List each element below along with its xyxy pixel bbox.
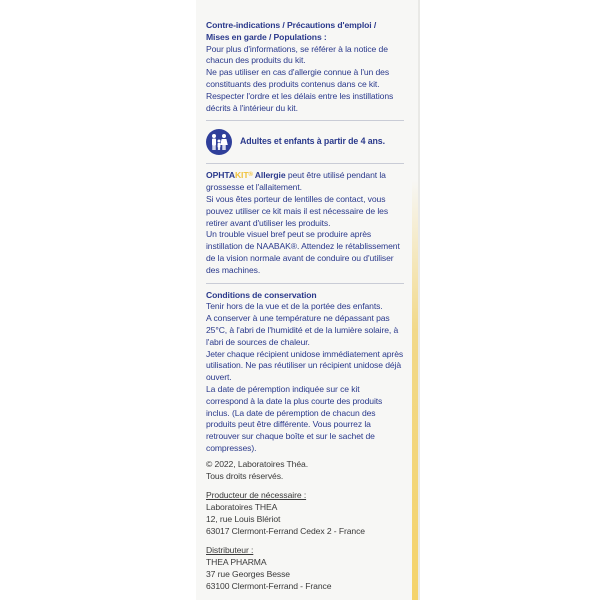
usage-line: instillation de NAABAK®. Attendez le rétablissement	[206, 241, 400, 252]
contra-line: constituants des produits contenus dans ce kit.	[206, 78, 380, 89]
age-indication	[206, 127, 404, 157]
storage-line: inclus. (La date de péremption de chacun des	[206, 407, 376, 418]
storage-line: retrouver sur chaque boîte et sur le sachet de	[206, 431, 375, 442]
divider	[206, 120, 404, 121]
brand-kit: KIT	[234, 170, 249, 181]
divider	[206, 283, 404, 284]
usage-line: grossesse et l'allaitement.	[206, 182, 302, 193]
storage-line: produits peut être différente. Vous pourrez la	[206, 419, 371, 430]
storage-line: correspond à la date la plus courte des produits	[206, 395, 383, 406]
contra-line: chacun des produits du kit.	[206, 55, 306, 66]
contra-line: Ne pas utiliser en cas d'allergie connue à l'un des	[206, 67, 390, 78]
usage-line: Un trouble visuel bref peut se produire après	[206, 229, 372, 240]
leaflet-text	[206, 20, 404, 593]
usage-line: des machines.	[206, 264, 261, 275]
storage-line: A conserver à une température ne dépassant pas	[206, 313, 390, 324]
storage-line: Jeter chaque récipient unidose immédiatement après	[206, 348, 404, 359]
divider	[206, 163, 404, 164]
copyright-line: © 2022, Laboratoires Théa.	[206, 458, 308, 469]
usage-line: Si vous êtes porteur de lentilles de contact, vous	[206, 193, 386, 204]
contraindications-section	[206, 20, 404, 114]
distributor-line: 63100 Clermont-Ferrand - France	[206, 580, 332, 591]
distributor-section	[206, 545, 404, 592]
usage-line: de la vision normale avant de conduire ou d'utiliser	[206, 252, 394, 263]
storage-line: 25°C, à l'abri de l'humidité et de la lumière solaire, à	[206, 324, 399, 335]
storage-line: Tenir hors de la vue et de la portée des enfants.	[206, 301, 383, 312]
usage-line: pouvez utiliser ce kit mais il est nécessaire de les	[206, 205, 389, 216]
copyright-line: Tous droits réservés.	[206, 470, 284, 481]
copyright	[206, 459, 404, 483]
producer-section	[206, 490, 404, 537]
producer-line: 12, rue Louis Blériot	[206, 513, 281, 524]
contraindications-heading-1: Contre-indications / Précautions d'emploi /	[206, 20, 377, 30]
usage-first-line	[206, 170, 404, 182]
contra-line: décrits à l'intérieur du kit.	[206, 102, 298, 113]
box-edge-shadow	[418, 0, 420, 600]
distributor-line: THEA PHARMA	[206, 557, 267, 568]
package-panel	[196, 0, 412, 600]
storage-line: l'abri de sources de chaleur.	[206, 336, 310, 347]
family-icon	[206, 129, 232, 155]
storage-line: La date de péremption indiquée sur ce kit	[206, 383, 360, 394]
contra-line: Respecter l'ordre et les délais entre les instillations	[206, 90, 394, 101]
usage-line: retirer avant d'utiliser les produits.	[206, 217, 331, 228]
age-text: Adultes et enfants à partir de 4 ans.	[240, 136, 385, 147]
storage-line: ouvert.	[206, 372, 232, 383]
brand-allergie: Allergie	[252, 170, 286, 181]
storage-section	[206, 290, 404, 455]
distributor-line: 37 rue Georges Besse	[206, 569, 290, 580]
distributor-heading: Distributeur :	[206, 545, 254, 556]
brand-mark: ®	[248, 172, 253, 179]
storage-line: utilisation. Ne pas réutiliser un récipient unidose déjà	[206, 360, 402, 371]
storage-line: compresses).	[206, 442, 257, 453]
producer-line: 63017 Clermont-Ferrand Cedex 2 - France	[206, 525, 365, 536]
usage-section	[206, 170, 404, 276]
storage-heading: Conditions de conservation	[206, 289, 317, 300]
producer-line: Laboratoires THEA	[206, 502, 278, 513]
usage-line-rest: peut être utilisé pendant la	[285, 170, 386, 181]
contra-line: Pour plus d'informations, se référer à la notice de	[206, 43, 388, 54]
producer-heading: Producteur de nécessaire :	[206, 490, 307, 501]
brand-ophta: OPHTA	[206, 170, 235, 181]
contraindications-heading-2: Mises en garde / Populations :	[206, 31, 327, 42]
